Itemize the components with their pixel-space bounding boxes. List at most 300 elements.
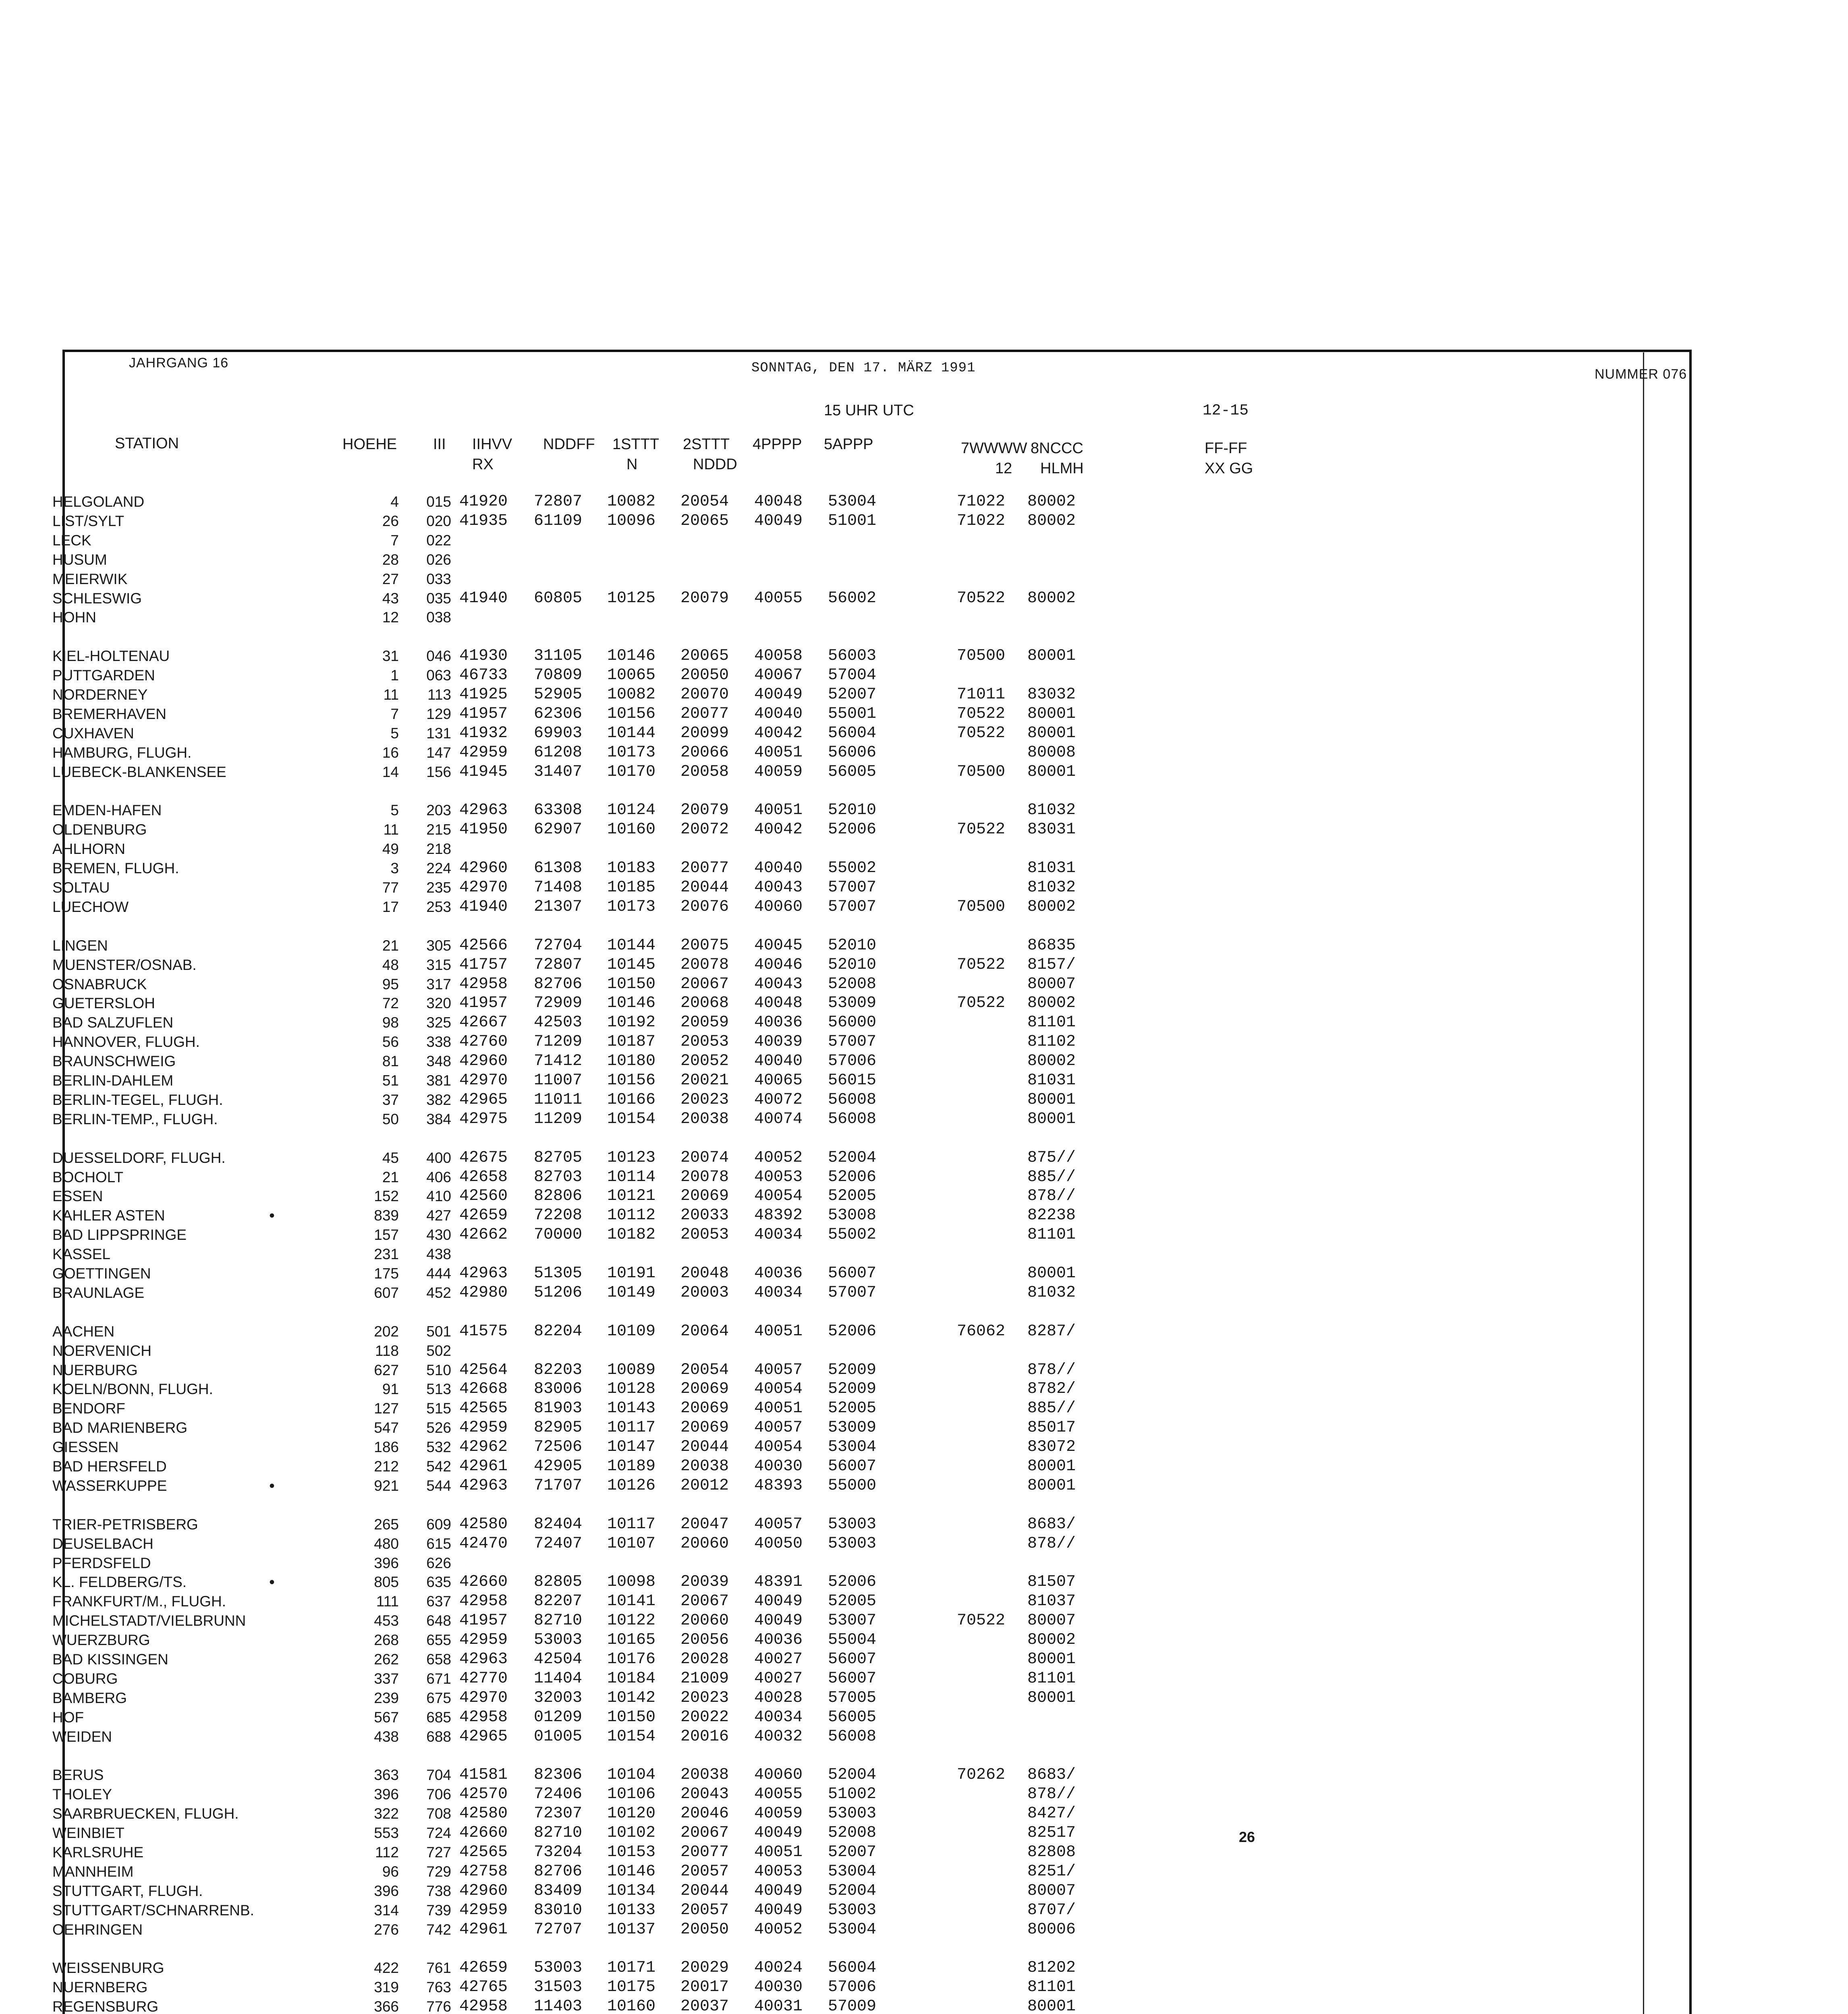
station-index: 739 (426, 1902, 451, 1919)
column-group4-sub: NDDD (693, 456, 737, 473)
code-group-1: 41957 (459, 994, 508, 1013)
table-row (0, 1283, 1629, 1302)
code-group-6: 56007 (828, 1457, 877, 1475)
code-group-6: 52007 (828, 1843, 877, 1861)
table-row (0, 1245, 1629, 1264)
code-group-5: 40043 (754, 879, 803, 897)
station-height: 43 (382, 590, 399, 607)
code-group-5: 40039 (754, 1033, 803, 1051)
station-index: 532 (426, 1439, 451, 1456)
table-row (0, 859, 1629, 878)
code-group-2: 82703 (534, 1168, 583, 1186)
code-group-5: 40059 (754, 763, 803, 781)
code-group-4: 20028 (680, 1650, 729, 1668)
code-group-6: 55000 (828, 1476, 877, 1495)
code-group-4: 20016 (680, 1727, 729, 1746)
code-group-6: 57007 (828, 879, 877, 897)
code-group-3: 10183 (607, 859, 656, 878)
station-index: 675 (426, 1689, 451, 1706)
station-index: 410 (426, 1188, 451, 1205)
station-index: 510 (426, 1361, 451, 1378)
code-group-4: 20068 (680, 994, 729, 1013)
station-index: 515 (426, 1400, 451, 1417)
station-height: 81 (382, 1053, 399, 1070)
table-row (0, 1958, 1629, 1977)
table-row (0, 1264, 1629, 1283)
code-group-1: 42963 (459, 1650, 508, 1668)
station-height: 111 (376, 1593, 399, 1610)
code-group-2: 51305 (534, 1264, 583, 1283)
table-row (0, 666, 1629, 685)
code-group-4: 20058 (680, 763, 729, 781)
code-group-4: 20050 (680, 666, 729, 685)
table-row (0, 1669, 1629, 1688)
table-row (0, 1650, 1629, 1669)
column-group5: 4PPPP (753, 436, 802, 453)
code-group-3: 10153 (607, 1843, 656, 1861)
code-group-2: 11404 (534, 1669, 583, 1688)
station-index: 348 (426, 1053, 451, 1070)
station-index: 317 (426, 976, 451, 992)
code-group-5: 40052 (754, 1148, 803, 1167)
code-group-5: 40074 (754, 1110, 803, 1128)
code-group-4: 20017 (680, 1978, 729, 1997)
code-group-6: 53003 (828, 1805, 877, 1823)
station-name: KASSEL (52, 1246, 110, 1263)
code-group-1: 42658 (459, 1168, 508, 1186)
code-group-4: 20053 (680, 1226, 729, 1244)
table-row (0, 704, 1629, 723)
code-group-1: 42660 (459, 1573, 508, 1591)
code-group-4: 20037 (680, 1997, 729, 2014)
station-name: SOLTAU (52, 879, 110, 896)
code-group-6: 55001 (828, 704, 877, 723)
table-row (0, 646, 1629, 665)
station-height: 152 (374, 1188, 399, 1205)
code-group-8: 885// (1027, 1399, 1076, 1418)
table-row (0, 743, 1629, 762)
table-row (0, 1380, 1629, 1399)
code-group-6: 52005 (828, 1187, 877, 1206)
code-group-1: 41920 (459, 493, 508, 511)
station-index: 544 (426, 1477, 451, 1494)
station-name: BAD LIPPSPRINGE (52, 1227, 187, 1243)
code-group-8: 8427/ (1027, 1805, 1076, 1823)
station-index: 526 (426, 1419, 451, 1436)
code-group-1: 42970 (459, 879, 508, 897)
code-group-1: 41957 (459, 1612, 508, 1630)
table-row (0, 1901, 1629, 1920)
code-group-6: 53007 (828, 1612, 877, 1630)
code-group-6: 52010 (828, 955, 877, 974)
table-row (0, 878, 1629, 897)
code-group-2: 11011 (534, 1090, 583, 1109)
code-group-1: 42959 (459, 1631, 508, 1649)
code-group-1: 42965 (459, 1727, 508, 1746)
code-group-6: 52005 (828, 1399, 877, 1418)
code-group-4: 20044 (680, 1881, 729, 1900)
code-group-5: 40036 (754, 1013, 803, 1032)
code-group-6: 52007 (828, 686, 877, 704)
code-group-2: 82207 (534, 1592, 583, 1611)
code-group-1: 42580 (459, 1805, 508, 1823)
mountain-station-marker: • (269, 1207, 275, 1224)
code-group-2: 51206 (534, 1283, 583, 1302)
station-index: 615 (426, 1535, 451, 1552)
code-group-6: 52004 (828, 1148, 877, 1167)
station-name: GOETTINGEN (52, 1265, 151, 1282)
code-group-5: 40049 (754, 1901, 803, 1919)
station-height: 50 (382, 1111, 399, 1127)
station-index: 033 (426, 570, 451, 587)
code-group-4: 20079 (680, 589, 729, 607)
station-index: 704 (426, 1767, 451, 1784)
station-name: KARLSRUHE (52, 1844, 144, 1861)
station-height: 11 (383, 821, 399, 838)
code-group-6: 52006 (828, 1573, 877, 1591)
station-height: 112 (375, 1844, 399, 1861)
code-group-8: 80001 (1027, 1650, 1076, 1668)
code-group-6: 56004 (828, 724, 877, 742)
code-group-1: 42961 (459, 1457, 508, 1475)
station-index: 338 (426, 1034, 451, 1051)
station-name: CUXHAVEN (52, 725, 134, 742)
station-height: 262 (374, 1651, 399, 1668)
code-group-4: 20059 (680, 1013, 729, 1032)
code-group-1: 41575 (459, 1322, 508, 1341)
station-index: 022 (426, 532, 451, 549)
code-group-4: 20043 (680, 1785, 729, 1804)
code-group-2: 82404 (534, 1515, 583, 1533)
column-group8: 8NCCC (1031, 440, 1083, 457)
code-group-8: 8782/ (1027, 1380, 1076, 1399)
station-height: 7 (390, 532, 399, 549)
station-name: LUEBECK-BLANKENSEE (52, 763, 226, 780)
code-group-1: 42564 (459, 1361, 508, 1379)
code-group-2: 82706 (534, 1862, 583, 1881)
code-group-3: 10096 (607, 512, 656, 530)
code-group-8: 81507 (1027, 1573, 1076, 1591)
table-row (0, 1013, 1629, 1032)
code-group-5: 40054 (754, 1380, 803, 1399)
station-name: ESSEN (52, 1188, 103, 1205)
code-group-8: 81101 (1027, 1669, 1076, 1688)
code-group-6: 56007 (828, 1650, 877, 1668)
code-group-4: 20038 (680, 1110, 729, 1128)
table-row (0, 1399, 1629, 1418)
column-station: STATION (115, 435, 179, 452)
code-group-6: 56002 (828, 589, 877, 607)
station-height: 16 (382, 744, 399, 761)
table-row (0, 994, 1629, 1013)
station-name: NUERNBERG (52, 1979, 148, 1996)
code-group-3: 10185 (607, 879, 656, 897)
table-row (0, 1322, 1629, 1341)
code-group-3: 10170 (607, 763, 656, 781)
station-height: 627 (374, 1361, 399, 1378)
code-group-4: 20050 (680, 1920, 729, 1939)
code-group-3: 10150 (607, 1708, 656, 1726)
station-name: LIST/SYLT (52, 512, 124, 529)
code-group-1: 42962 (459, 1438, 508, 1457)
table-row (0, 1804, 1629, 1823)
code-group-2: 72506 (534, 1438, 583, 1457)
code-group-8: 80001 (1027, 1090, 1076, 1109)
code-group-8: 8707/ (1027, 1901, 1076, 1919)
code-group-2: 01005 (534, 1727, 583, 1746)
code-group-4: 20064 (680, 1322, 729, 1341)
station-height: 7 (390, 705, 399, 722)
station-name: SCHLESWIG (52, 590, 142, 607)
code-group-1: 42959 (459, 1901, 508, 1919)
code-group-4: 20067 (680, 1592, 729, 1611)
code-group-2: 83409 (534, 1881, 583, 1900)
code-group-2: 42905 (534, 1457, 583, 1475)
table-row (0, 724, 1629, 743)
code-group-2: 62907 (534, 821, 583, 839)
code-group-3: 10187 (607, 1033, 656, 1051)
table-row (0, 1997, 1629, 2014)
code-group-3: 10134 (607, 1881, 656, 1900)
code-group-6: 52010 (828, 801, 877, 820)
station-height: 72 (382, 995, 399, 1012)
station-height: 91 (382, 1381, 399, 1398)
station-index: 131 (426, 725, 451, 742)
code-group-2: 31407 (534, 763, 583, 781)
code-group-4: 20044 (680, 879, 729, 897)
code-group-6: 57006 (828, 1052, 877, 1071)
station-name: THOLEY (52, 1786, 112, 1803)
station-index: 635 (426, 1574, 451, 1591)
code-group-8: 80002 (1027, 1631, 1076, 1649)
code-group-2: 61308 (534, 859, 583, 878)
code-group-3: 10109 (607, 1322, 656, 1341)
station-height: 438 (374, 1728, 399, 1745)
code-group-6: 56006 (828, 743, 877, 762)
station-index: 724 (426, 1825, 451, 1842)
code-group-1: 41925 (459, 686, 508, 704)
table-row (0, 589, 1629, 608)
code-group-8: 80001 (1027, 647, 1076, 665)
code-group-1: 42668 (459, 1380, 508, 1399)
code-group-1: 42662 (459, 1226, 508, 1244)
station-name: BAD SALZUFLEN (52, 1014, 174, 1031)
code-group-1: 41932 (459, 724, 508, 742)
code-group-8: 80002 (1027, 493, 1076, 511)
code-group-1: 42675 (459, 1148, 508, 1167)
code-group-7: 70500 (957, 897, 1006, 916)
station-height: 96 (382, 1863, 399, 1880)
code-group-1: 42963 (459, 1476, 508, 1495)
code-group-5: 40051 (754, 743, 803, 762)
code-group-6: 53003 (828, 1515, 877, 1533)
table-row (0, 763, 1629, 781)
code-group-2: 82806 (534, 1187, 583, 1206)
code-group-4: 20038 (680, 1766, 729, 1784)
code-group-5: 40034 (754, 1283, 803, 1302)
station-name: AACHEN (52, 1323, 115, 1340)
code-group-5: 40027 (754, 1669, 803, 1688)
code-group-8: 80001 (1027, 1997, 1076, 2014)
station-index: 513 (426, 1381, 451, 1398)
table-row (0, 1765, 1629, 1784)
station-height: 553 (374, 1825, 399, 1842)
station-index: 129 (426, 705, 451, 722)
code-group-1: 42960 (459, 1052, 508, 1071)
station-name: LINGEN (52, 937, 108, 954)
code-group-5: 40030 (754, 1978, 803, 1997)
code-group-2: 72707 (534, 1920, 583, 1939)
station-index: 685 (426, 1709, 451, 1726)
code-group-4: 20057 (680, 1901, 729, 1919)
station-name: WUERZBURG (52, 1632, 150, 1649)
code-group-5: 40040 (754, 704, 803, 723)
code-group-6: 56008 (828, 1090, 877, 1109)
station-index: 381 (426, 1072, 451, 1089)
code-group-3: 10106 (607, 1785, 656, 1804)
code-group-6: 56008 (828, 1110, 877, 1128)
code-group-4: 20029 (680, 1959, 729, 1977)
code-group-3: 10160 (607, 821, 656, 839)
code-group-1: 42565 (459, 1843, 508, 1861)
table-row (0, 608, 1629, 627)
station-height: 921 (374, 1477, 399, 1494)
code-group-2: 73204 (534, 1843, 583, 1861)
station-name: HOF (52, 1709, 84, 1726)
code-group-1: 42958 (459, 975, 508, 993)
station-index: 253 (426, 898, 451, 915)
code-group-6: 56008 (828, 1727, 877, 1746)
code-group-8: 83072 (1027, 1438, 1076, 1457)
code-group-3: 10173 (607, 743, 656, 762)
station-height: 276 (374, 1921, 399, 1938)
station-height: 547 (374, 1419, 399, 1436)
station-name: STUTTGART, FLUGH. (52, 1882, 203, 1899)
code-group-6: 51001 (828, 512, 877, 530)
code-group-2: 82710 (534, 1612, 583, 1630)
code-group-1: 42765 (459, 1978, 508, 1997)
station-height: 805 (374, 1574, 399, 1591)
station-name: BAD MARIENBERG (52, 1419, 188, 1436)
code-group-3: 10191 (607, 1264, 656, 1283)
station-index: 224 (426, 860, 451, 877)
code-group-3: 10180 (607, 1052, 656, 1071)
code-group-5: 40036 (754, 1631, 803, 1649)
code-group-3: 10184 (607, 1669, 656, 1688)
station-index: 320 (426, 995, 451, 1012)
code-group-3: 10082 (607, 686, 656, 704)
code-group-4: 20070 (680, 686, 729, 704)
code-group-8: 80001 (1027, 704, 1076, 723)
code-group-5: 40051 (754, 1322, 803, 1341)
code-group-8: 80001 (1027, 1689, 1076, 1707)
table-row (0, 512, 1629, 530)
station-height: 127 (374, 1400, 399, 1417)
code-group-5: 40055 (754, 1785, 803, 1804)
code-group-3: 10182 (607, 1226, 656, 1244)
code-group-5: 40045 (754, 936, 803, 955)
code-group-8: 80002 (1027, 512, 1076, 530)
column-group3-sub: N (626, 456, 638, 473)
station-index: 502 (426, 1342, 451, 1359)
station-name: HAMBURG, FLUGH. (52, 744, 192, 761)
station-height: 396 (374, 1882, 399, 1899)
station-height: 49 (382, 841, 399, 858)
code-group-8: 80001 (1027, 1476, 1076, 1495)
code-group-1: 42958 (459, 1708, 508, 1726)
station-index: 215 (426, 821, 451, 838)
code-group-7: 76062 (957, 1322, 1006, 1341)
code-group-1: 42566 (459, 936, 508, 955)
code-group-6: 52005 (828, 1592, 877, 1611)
code-group-4: 20072 (680, 821, 729, 839)
table-row (0, 1862, 1629, 1881)
code-group-5: 40060 (754, 1766, 803, 1784)
code-group-3: 10120 (607, 1805, 656, 1823)
code-group-7: 70522 (957, 724, 1006, 742)
code-group-5: 40042 (754, 821, 803, 839)
column-hoehe: HOEHE (342, 436, 397, 453)
code-group-5: 40050 (754, 1534, 803, 1553)
code-group-6: 52004 (828, 1766, 877, 1784)
code-group-7: 70262 (957, 1766, 1006, 1784)
code-group-2: 42504 (534, 1650, 583, 1668)
station-index: 776 (426, 1998, 451, 2014)
column-group3: 1STTT (612, 436, 660, 453)
code-group-4: 20023 (680, 1090, 729, 1109)
code-group-8: 86835 (1027, 936, 1076, 955)
station-height: 98 (382, 1014, 399, 1031)
code-group-2: 82306 (534, 1766, 583, 1784)
station-index: 156 (426, 763, 451, 780)
code-group-6: 56015 (828, 1071, 877, 1090)
code-group-6: 53004 (828, 493, 877, 511)
code-group-3: 10123 (607, 1148, 656, 1167)
station-height: 51 (382, 1072, 399, 1089)
code-group-3: 10150 (607, 975, 656, 993)
code-group-3: 10122 (607, 1612, 656, 1630)
code-group-6: 56003 (828, 647, 877, 665)
code-group-2: 42503 (534, 1013, 583, 1032)
table-row (0, 1225, 1629, 1244)
code-group-1: 42770 (459, 1669, 508, 1688)
code-group-3: 10166 (607, 1090, 656, 1109)
column-group7: 7WWWW (961, 440, 1027, 457)
table-row (0, 1727, 1629, 1746)
station-height: 31 (382, 648, 399, 665)
volume-label: JAHRGANG 16 (129, 355, 229, 371)
code-group-5: 40054 (754, 1438, 803, 1457)
mountain-station-marker: • (269, 1477, 275, 1494)
code-group-4: 20069 (680, 1419, 729, 1437)
code-group-5: 40024 (754, 1959, 803, 1977)
code-group-2: 71412 (534, 1052, 583, 1071)
station-name: MICHELSTADT/VIELBRUNN (52, 1612, 246, 1629)
column-group8-sub: HLMH (1040, 460, 1084, 477)
code-group-8: 81032 (1027, 879, 1076, 897)
column-group1: IIHVV (472, 436, 512, 453)
station-index: 305 (426, 937, 451, 954)
code-group-3: 10154 (607, 1110, 656, 1128)
station-name: MUENSTER/OSNAB. (52, 956, 197, 973)
station-height: 366 (374, 1998, 399, 2014)
code-group-2: 82706 (534, 975, 583, 993)
table-row (0, 1978, 1629, 1997)
station-index: 742 (426, 1921, 451, 1938)
table-row (0, 1515, 1629, 1534)
code-group-3: 10189 (607, 1457, 656, 1475)
code-group-8: 8683/ (1027, 1766, 1076, 1784)
